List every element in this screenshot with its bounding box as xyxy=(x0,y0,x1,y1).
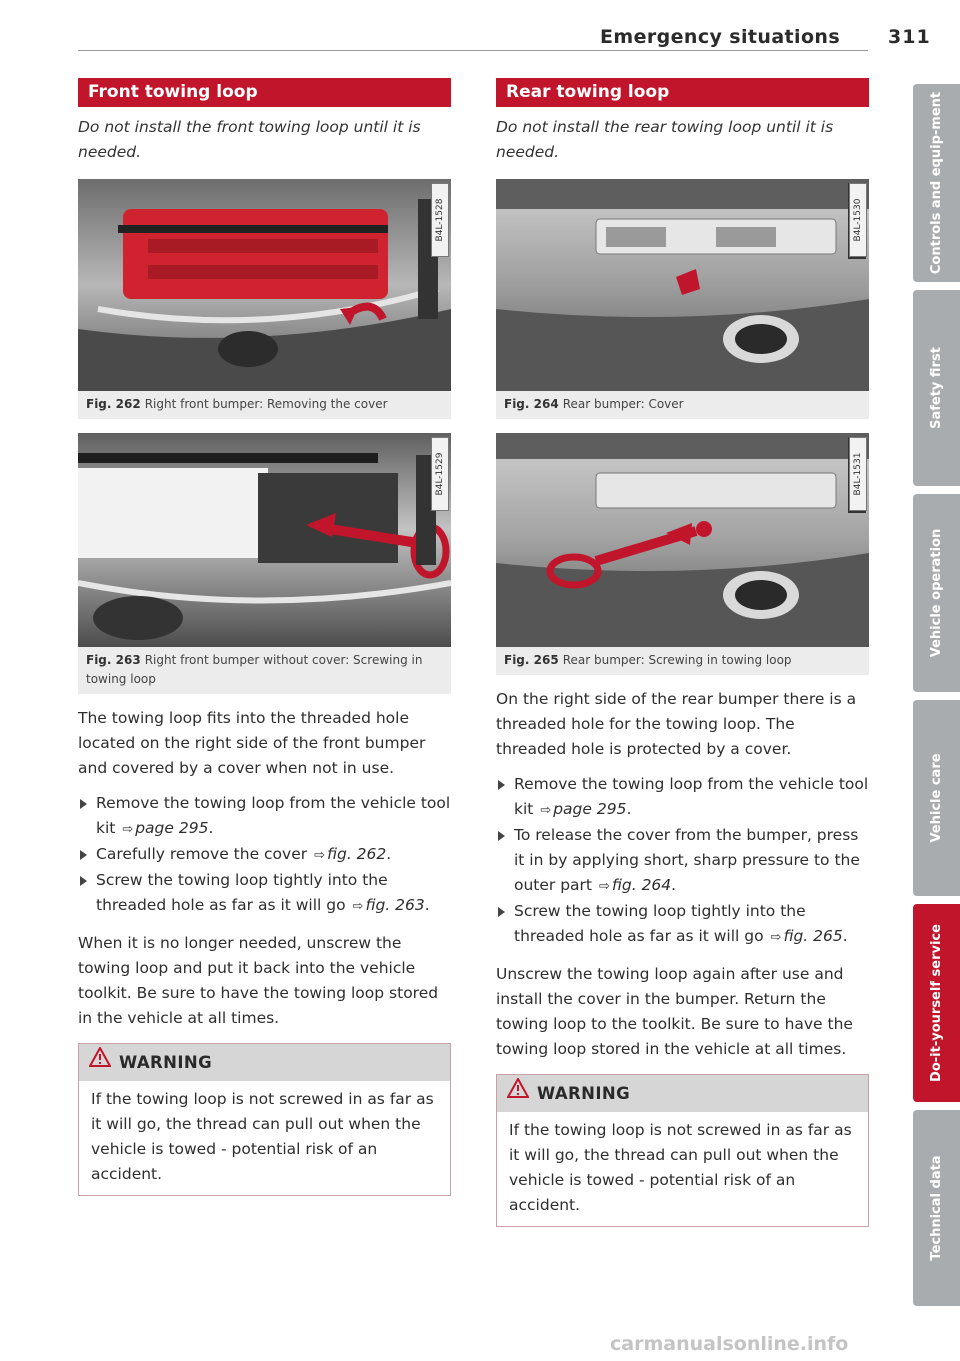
figure-label: Fig. 264 xyxy=(504,397,559,411)
bullet-arrow-icon xyxy=(498,831,505,841)
reference-arrow-icon: ⇨ xyxy=(540,803,552,818)
figure-264 xyxy=(496,179,869,419)
figure-caption-text: Rear bumper: Cover xyxy=(562,397,684,411)
warning-title: WARNING xyxy=(537,1084,631,1103)
figure-263 xyxy=(78,433,451,694)
figure-reference-link[interactable]: fig. 263 xyxy=(365,896,425,914)
figure-265 xyxy=(496,433,869,675)
body-paragraph: When it is no longer needed, unscrew the towing loop and put it back into the vehicle toolkit. Be sure to have the towing loop stored in the vehicle at all times. xyxy=(78,934,439,1027)
page-reference-link[interactable]: page 295 xyxy=(553,800,627,818)
body-paragraph: Unscrew the towing loop again after use and install the cover in the bumper. Return the towing loop to the toolkit. Be sure to have the towing loop stored in the vehicle at all times. xyxy=(496,965,853,1058)
warning-title: WARNING xyxy=(119,1053,213,1072)
bullet-arrow-icon xyxy=(80,876,87,886)
figure-label: Fig. 263 xyxy=(86,653,141,667)
list-item: Carefully remove the cover ⇨ fig. 262. xyxy=(78,842,451,868)
reference-arrow-icon: ⇨ xyxy=(352,899,364,914)
section-heading-rear: Rear towing loop xyxy=(496,78,869,107)
body-paragraph: The towing loop fits into the threaded hole located on the right side of the front bumper and covered by a cover when not in use. xyxy=(78,709,426,777)
tab-safety-first[interactable]: Safety first xyxy=(913,290,960,486)
reference-arrow-icon: ⇨ xyxy=(770,930,782,945)
warning-box xyxy=(78,1043,451,1196)
figure-caption-text: Rear bumper: Screwing in towing loop xyxy=(562,653,792,667)
figure-262 xyxy=(78,179,451,419)
tab-controls-and-equipment[interactable]: Controls and equip-ment xyxy=(913,84,960,282)
figure-reference-link[interactable]: fig. 262 xyxy=(326,845,387,863)
page-reference-link[interactable]: page 295 xyxy=(135,819,209,837)
figure-code: B4L-1530 xyxy=(849,183,867,257)
header-divider xyxy=(78,50,868,51)
warning-text: If the towing loop is not screwed in as far as it will go, the thread can pull out when the vehicle is towed - potential risk of an accident. xyxy=(91,1090,434,1183)
figure-code: B4L-1528 xyxy=(431,183,449,257)
figure-caption-text: Right front bumper without cover: Screwing in towing loop xyxy=(86,653,423,686)
figure-image-front-cover xyxy=(78,179,451,391)
bullet-arrow-icon xyxy=(498,780,505,790)
figure-label: Fig. 265 xyxy=(504,653,559,667)
page-number: 311 xyxy=(888,26,931,48)
figure-caption xyxy=(496,391,869,419)
instruction-list xyxy=(78,791,451,919)
list-item: Remove the towing loop from the vehicle tool kit ⇨ page 295. xyxy=(78,791,451,842)
right-column xyxy=(496,78,869,1227)
warning-box xyxy=(496,1074,869,1227)
list-item: Remove the towing loop from the vehicle tool kit ⇨ page 295. xyxy=(496,772,869,823)
figure-code: B4L-1529 xyxy=(431,437,449,511)
reference-arrow-icon: ⇨ xyxy=(314,848,325,863)
tab-vehicle-operation[interactable]: Vehicle operation xyxy=(913,494,960,692)
reference-arrow-icon: ⇨ xyxy=(598,879,610,894)
list-item: Screw the towing loop tightly into the threaded hole as far as it will go ⇨ fig. 263. xyxy=(78,868,451,919)
figure-image-front-screwing xyxy=(78,433,451,647)
watermark: carmanualsonline.info xyxy=(610,1333,849,1355)
figure-caption xyxy=(78,391,451,419)
page-header-title: Emergency situations xyxy=(600,26,841,48)
figure-image-rear-cover xyxy=(496,179,869,391)
figure-code: B4L-1531 xyxy=(849,437,867,511)
figure-image-rear-screwing xyxy=(496,433,869,647)
warning-header xyxy=(79,1044,450,1081)
figure-caption-text: Right front bumper: Removing the cover xyxy=(144,397,388,411)
section-intro: Do not install the front towing loop until it is needed. xyxy=(78,118,421,161)
body-paragraph: On the right side of the rear bumper there is a threaded hole for the towing loop. The threaded hole is protected by a cover. xyxy=(496,690,857,758)
warning-triangle-icon xyxy=(507,1074,529,1111)
tab-do-it-yourself-service[interactable]: Do-it-yourself service xyxy=(913,904,960,1102)
warning-header xyxy=(497,1075,868,1112)
bullet-arrow-icon xyxy=(80,799,87,809)
figure-reference-link[interactable]: fig. 264 xyxy=(611,876,672,894)
figure-caption xyxy=(78,647,451,694)
bullet-arrow-icon xyxy=(498,907,505,917)
figure-caption xyxy=(496,647,869,675)
section-heading-front: Front towing loop xyxy=(78,78,451,107)
instruction-list xyxy=(496,772,869,950)
warning-triangle-icon xyxy=(89,1043,111,1080)
reference-arrow-icon: ⇨ xyxy=(122,822,134,837)
list-item: Screw the towing loop tightly into the threaded hole as far as it will go ⇨ fig. 265. xyxy=(496,899,869,950)
warning-text: If the towing loop is not screwed in as far as it will go, the thread can pull out when the vehicle is towed - potential risk of an accident. xyxy=(509,1121,852,1214)
bullet-arrow-icon xyxy=(80,850,87,860)
tab-technical-data[interactable]: Technical data xyxy=(913,1110,960,1306)
section-intro: Do not install the rear towing loop until it is needed. xyxy=(496,118,834,161)
tab-vehicle-care[interactable]: Vehicle care xyxy=(913,700,960,896)
figure-label: Fig. 262 xyxy=(86,397,141,411)
left-column xyxy=(78,78,451,1196)
figure-reference-link[interactable]: fig. 265 xyxy=(783,927,843,945)
list-item: To release the cover from the bumper, press it in by applying short, sharp pressure to the outer part ⇨ fig. 264. xyxy=(496,823,869,899)
